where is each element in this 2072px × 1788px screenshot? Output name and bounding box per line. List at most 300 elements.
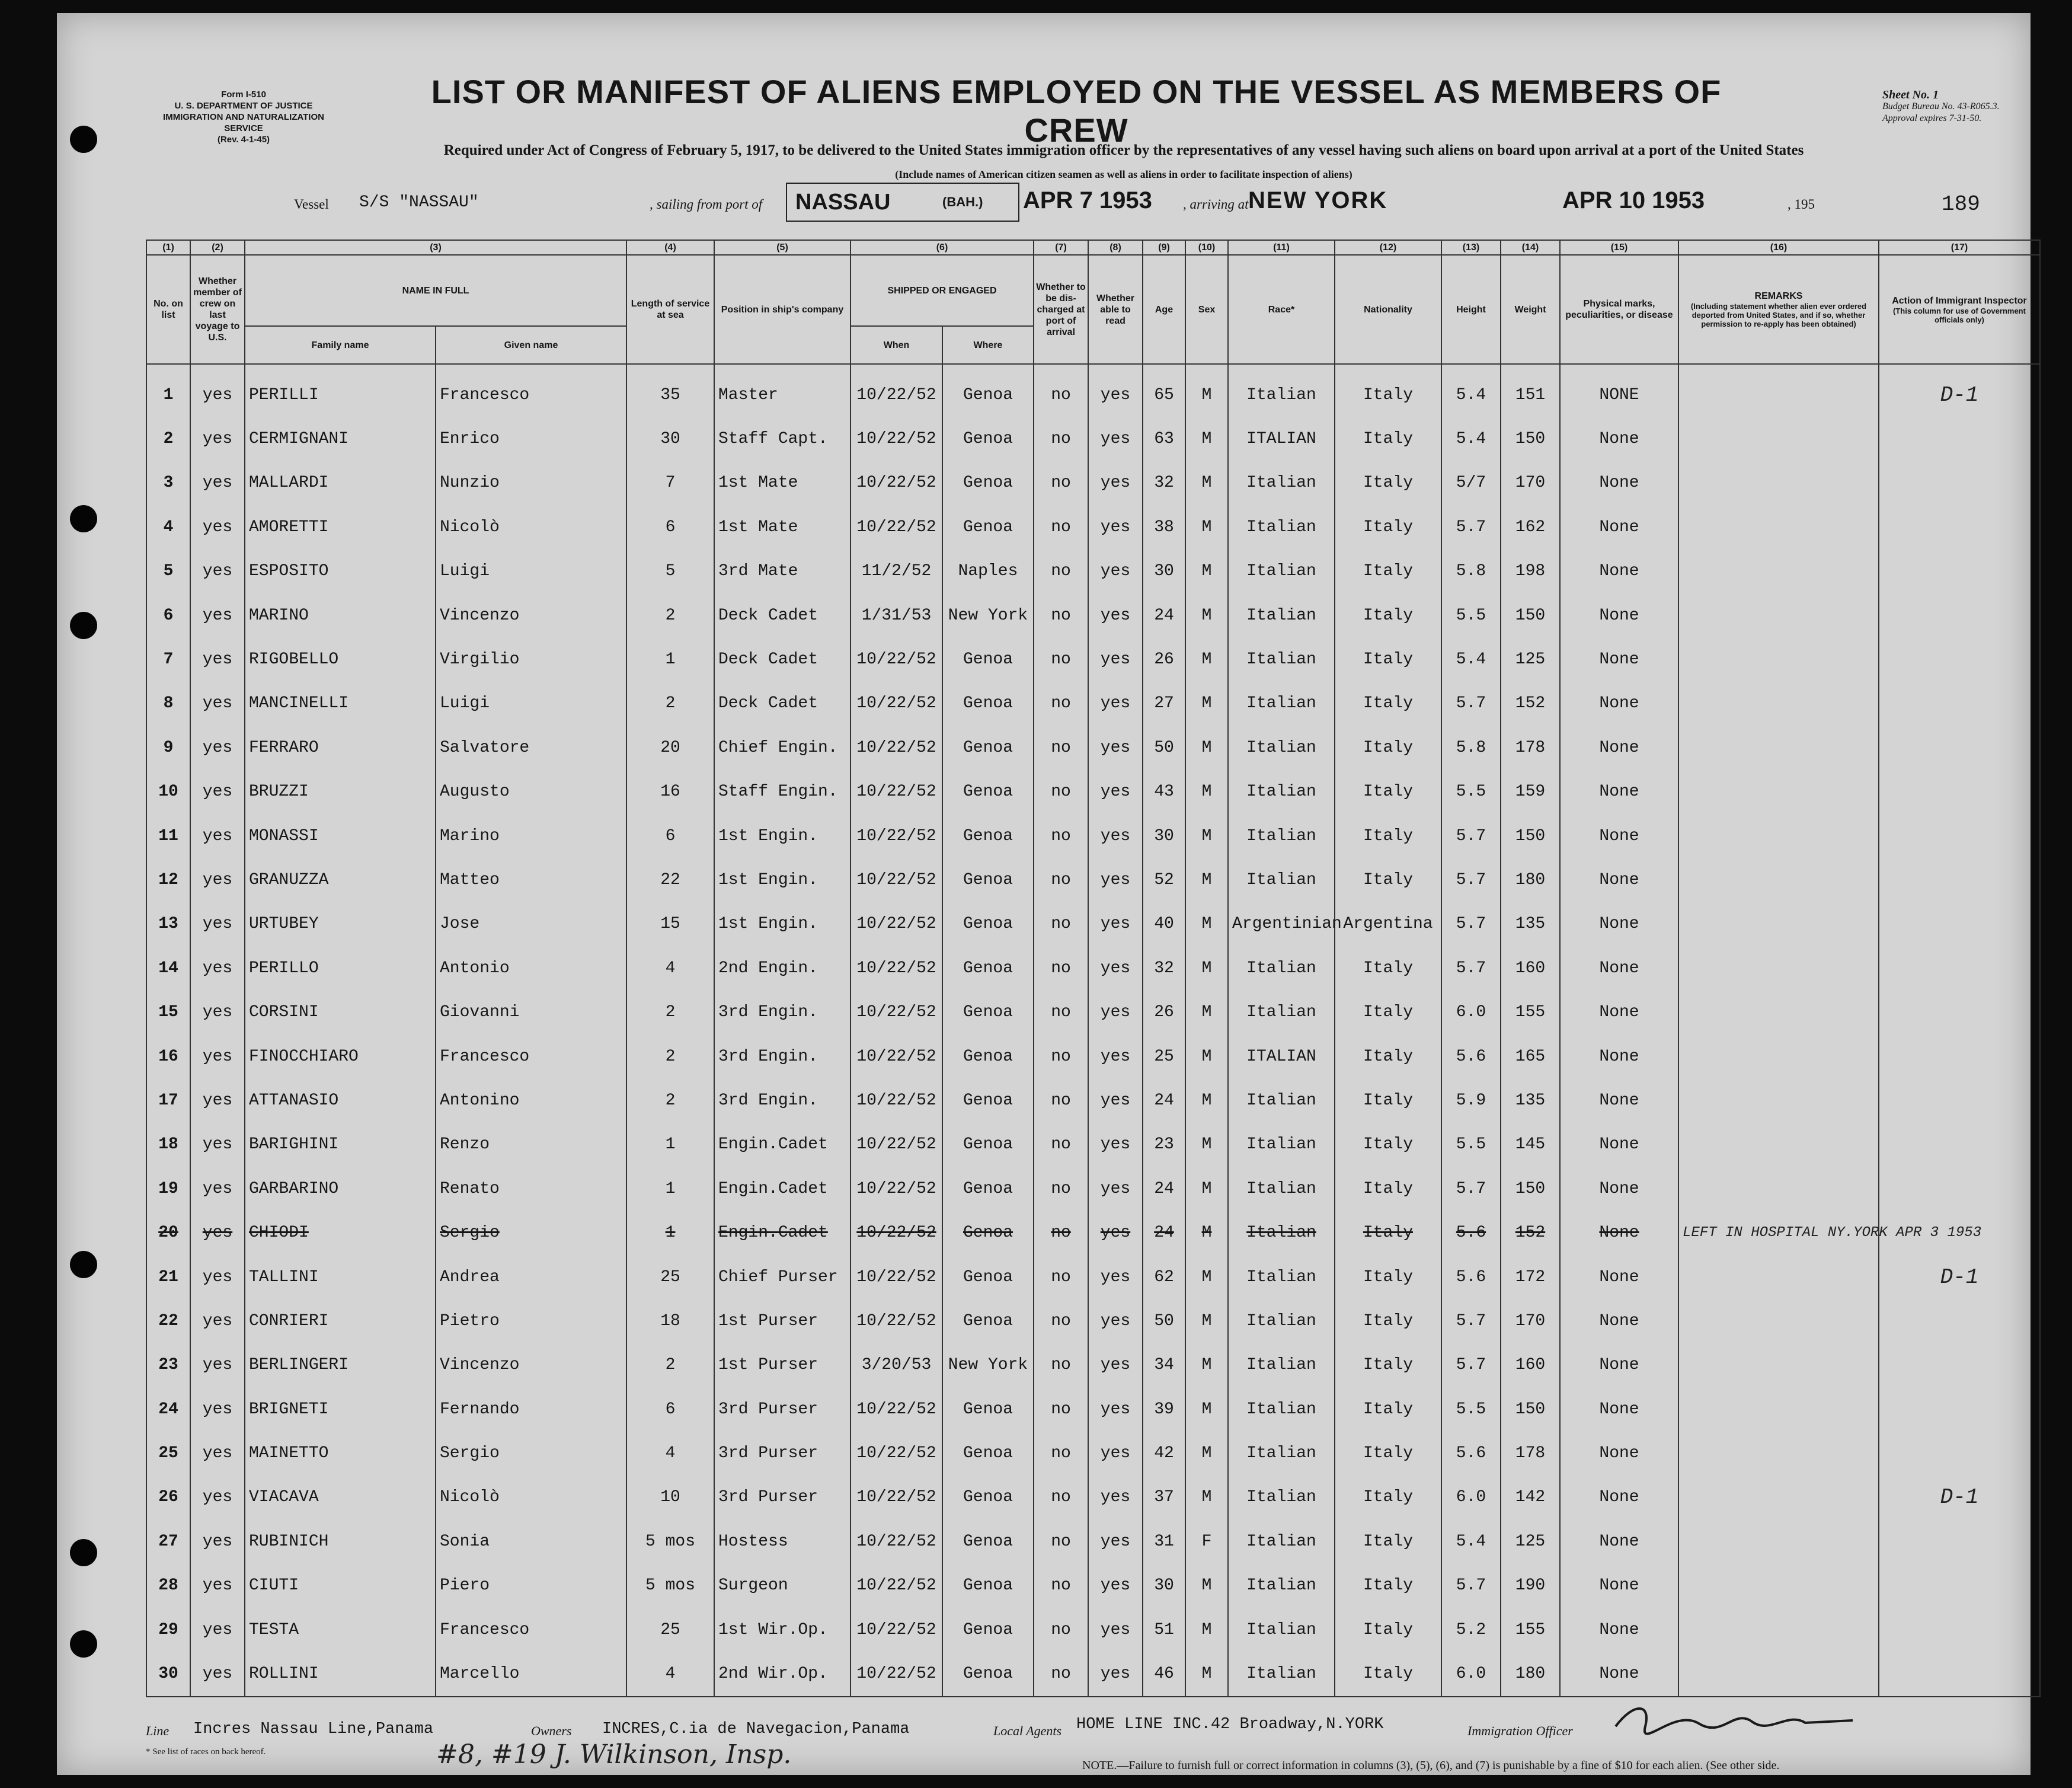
race: ITALIAN — [1228, 417, 1335, 461]
shipped-where: Genoa — [942, 858, 1034, 902]
service-length: 2 — [626, 593, 714, 637]
row-number: 21 — [146, 1255, 190, 1299]
colnum-7: (7) — [1034, 240, 1088, 255]
discharged: no — [1034, 593, 1088, 637]
inspector-action — [1879, 1564, 2040, 1608]
race: Italian — [1228, 682, 1335, 726]
row-number: 27 — [146, 1519, 190, 1563]
physical-marks: None — [1560, 1211, 1678, 1254]
sex: M — [1185, 1652, 1228, 1696]
nationality: Italy — [1335, 682, 1441, 726]
member-flag: yes — [190, 1387, 245, 1431]
inspector-action — [1879, 1035, 2040, 1078]
shipped-where: Genoa — [942, 1431, 1034, 1475]
nationality: Italy — [1335, 1211, 1441, 1254]
family-name: PERILLO — [245, 946, 436, 990]
family-name: FINOCCHIARO — [245, 1035, 436, 1078]
inspector-action — [1879, 682, 2040, 726]
physical-marks: None — [1560, 1431, 1678, 1475]
race: Italian — [1228, 1299, 1335, 1343]
shipped-when: 10/22/52 — [850, 637, 942, 681]
able-to-read: yes — [1088, 505, 1143, 549]
shipped-when: 11/2/52 — [850, 550, 942, 593]
colnum-8: (8) — [1088, 240, 1143, 255]
crew-row — [146, 1123, 2040, 1167]
service-length: 1 — [626, 1211, 714, 1254]
height: 5.7 — [1441, 902, 1501, 946]
nationality: Italy — [1335, 990, 1441, 1034]
age: 46 — [1143, 1652, 1185, 1696]
given-name: Renzo — [436, 1123, 626, 1167]
remarks — [1678, 946, 1879, 990]
sex: M — [1185, 1476, 1228, 1519]
punch-hole — [70, 1630, 97, 1658]
able-to-read: yes — [1088, 1608, 1143, 1652]
nationality: Italy — [1335, 550, 1441, 593]
height: 5.7 — [1441, 682, 1501, 726]
remarks — [1678, 550, 1879, 593]
shipped-where: Genoa — [942, 1078, 1034, 1122]
given-name: Francesco — [436, 1035, 626, 1078]
weight: 178 — [1501, 1431, 1560, 1475]
discharged: no — [1034, 726, 1088, 770]
physical-marks: None — [1560, 1519, 1678, 1563]
physical-marks: None — [1560, 1564, 1678, 1608]
crew-row — [146, 461, 2040, 505]
able-to-read: yes — [1088, 1343, 1143, 1387]
height: 5.5 — [1441, 593, 1501, 637]
header-member: Whether member of crew on last voyage to U.S. — [190, 255, 245, 364]
physical-marks: None — [1560, 1608, 1678, 1652]
service-length: 2 — [626, 1035, 714, 1078]
race: Italian — [1228, 858, 1335, 902]
age: 32 — [1143, 461, 1185, 505]
discharged: no — [1034, 373, 1088, 417]
sex: M — [1185, 1255, 1228, 1299]
nationality: Italy — [1335, 1255, 1441, 1299]
weight: 150 — [1501, 417, 1560, 461]
height: 5.5 — [1441, 1387, 1501, 1431]
member-flag: yes — [190, 1431, 245, 1475]
family-name: TALLINI — [245, 1255, 436, 1299]
age: 42 — [1143, 1431, 1185, 1475]
crew-row — [146, 1343, 2040, 1387]
sheet-info — [1882, 89, 2060, 124]
family-name: CHIODI — [245, 1211, 436, 1254]
height: 5.4 — [1441, 417, 1501, 461]
colnum-10: (10) — [1185, 240, 1228, 255]
able-to-read: yes — [1088, 1299, 1143, 1343]
nationality: Italy — [1335, 1608, 1441, 1652]
crew-row — [146, 1608, 2040, 1652]
physical-marks: None — [1560, 902, 1678, 946]
weight: 145 — [1501, 1123, 1560, 1167]
position: 1st Purser — [714, 1299, 850, 1343]
colnum-11: (11) — [1228, 240, 1335, 255]
inspector-action — [1879, 1343, 2040, 1387]
position: 1st Mate — [714, 461, 850, 505]
sex: M — [1185, 461, 1228, 505]
given-name: Salvatore — [436, 726, 626, 770]
header-given: Given name — [436, 326, 626, 364]
weight: 155 — [1501, 1608, 1560, 1652]
member-flag: yes — [190, 946, 245, 990]
service-length: 25 — [626, 1255, 714, 1299]
shipped-when: 3/20/53 — [850, 1343, 942, 1387]
remarks — [1678, 1652, 1879, 1696]
service-length: 6 — [626, 505, 714, 549]
arrival-date: APR 10 1953 — [1562, 187, 1705, 213]
able-to-read: yes — [1088, 682, 1143, 726]
height: 5.7 — [1441, 858, 1501, 902]
member-flag: yes — [190, 1564, 245, 1608]
remarks — [1678, 902, 1879, 946]
punch-hole — [70, 1539, 97, 1566]
remarks — [1678, 1343, 1879, 1387]
discharged: no — [1034, 682, 1088, 726]
height: 5.7 — [1441, 1343, 1501, 1387]
given-name: Marino — [436, 814, 626, 858]
member-flag: yes — [190, 902, 245, 946]
discharged: no — [1034, 505, 1088, 549]
discharged: no — [1034, 637, 1088, 681]
able-to-read: yes — [1088, 637, 1143, 681]
given-name: Vincenzo — [436, 593, 626, 637]
age: 40 — [1143, 902, 1185, 946]
nationality: Italy — [1335, 1652, 1441, 1696]
physical-marks: None — [1560, 1476, 1678, 1519]
race: Italian — [1228, 726, 1335, 770]
race: Italian — [1228, 814, 1335, 858]
sex: M — [1185, 1211, 1228, 1254]
port-from-suffix: (BAH.) — [942, 194, 983, 209]
weight: 165 — [1501, 1035, 1560, 1078]
remarks — [1678, 637, 1879, 681]
able-to-read: yes — [1088, 1255, 1143, 1299]
discharged: no — [1034, 1123, 1088, 1167]
discharged: no — [1034, 814, 1088, 858]
service-length: 15 — [626, 902, 714, 946]
age: 31 — [1143, 1519, 1185, 1563]
discharged: no — [1034, 902, 1088, 946]
crew-row — [146, 593, 2040, 637]
height: 5.7 — [1441, 814, 1501, 858]
header-weight: Weight — [1501, 255, 1560, 364]
row-number: 26 — [146, 1476, 190, 1519]
nationality: Italy — [1335, 1167, 1441, 1211]
race: Italian — [1228, 946, 1335, 990]
agents-value: HOME LINE INC.42 Broadway,N.YORK — [1076, 1716, 1384, 1733]
member-flag: yes — [190, 1078, 245, 1122]
weight: 152 — [1501, 682, 1560, 726]
height: 5.6 — [1441, 1431, 1501, 1475]
sex: M — [1185, 1035, 1228, 1078]
physical-marks: None — [1560, 1652, 1678, 1696]
position: Deck Cadet — [714, 593, 850, 637]
age: 38 — [1143, 505, 1185, 549]
remarks — [1678, 1078, 1879, 1122]
able-to-read: yes — [1088, 593, 1143, 637]
position: 3rd Engin. — [714, 1035, 850, 1078]
form-service: IMMIGRATION AND NATURALIZATION SERVICE — [163, 112, 324, 133]
colnum-6: (6) — [850, 240, 1034, 255]
weight: 152 — [1501, 1211, 1560, 1254]
crew-row — [146, 858, 2040, 902]
crew-row — [146, 637, 2040, 681]
row-number: 5 — [146, 550, 190, 593]
weight: 142 — [1501, 1476, 1560, 1519]
remarks — [1678, 990, 1879, 1034]
physical-marks: None — [1560, 593, 1678, 637]
row-number: 3 — [146, 461, 190, 505]
able-to-read: yes — [1088, 461, 1143, 505]
shipped-when: 10/22/52 — [850, 814, 942, 858]
crew-row — [146, 373, 2040, 417]
row-number: 29 — [146, 1608, 190, 1652]
member-flag: yes — [190, 373, 245, 417]
family-name: MANCINELLI — [245, 682, 436, 726]
inspector-action — [1879, 637, 2040, 681]
race: Italian — [1228, 1652, 1335, 1696]
nationality: Italy — [1335, 461, 1441, 505]
row-number: 13 — [146, 902, 190, 946]
physical-marks: None — [1560, 1299, 1678, 1343]
given-name: Renato — [436, 1167, 626, 1211]
discharged: no — [1034, 858, 1088, 902]
required-statement: Required under Act of Congress of February 5, 1917, to be delivered to the United States immigration officer by the representatives of any vessel having such aliens on board upon arrival at a port of the United States — [443, 142, 1804, 158]
shipped-when: 10/22/52 — [850, 1035, 942, 1078]
header-discharged: Whether to be dis- charged at port of arrival — [1034, 255, 1088, 364]
shipped-where: Genoa — [942, 1211, 1034, 1254]
height: 5.2 — [1441, 1608, 1501, 1652]
discharged: no — [1034, 1652, 1088, 1696]
officer-signature — [1610, 1697, 1859, 1738]
nationality: Italy — [1335, 814, 1441, 858]
service-length: 5 — [626, 550, 714, 593]
family-name: MONASSI — [245, 814, 436, 858]
service-length: 22 — [626, 858, 714, 902]
position: 2nd Engin. — [714, 946, 850, 990]
physical-marks: None — [1560, 858, 1678, 902]
row-number: 20 — [146, 1211, 190, 1254]
able-to-read: yes — [1088, 550, 1143, 593]
crew-row — [146, 990, 2040, 1034]
physical-marks: None — [1560, 1343, 1678, 1387]
weight: 125 — [1501, 637, 1560, 681]
header-row-top — [146, 255, 2040, 326]
nationality: Italy — [1335, 1078, 1441, 1122]
member-flag: yes — [190, 1123, 245, 1167]
header-height: Height — [1441, 255, 1501, 364]
shipped-where: Genoa — [942, 902, 1034, 946]
row-number: 28 — [146, 1564, 190, 1608]
manifest-sheet — [57, 13, 2031, 1775]
header-age: Age — [1143, 255, 1185, 364]
family-name: MALLARDI — [245, 461, 436, 505]
position: 1st Engin. — [714, 814, 850, 858]
given-name: Nicolò — [436, 505, 626, 549]
given-name: Marcello — [436, 1652, 626, 1696]
sex: M — [1185, 902, 1228, 946]
discharged: no — [1034, 1035, 1088, 1078]
shipped-when: 10/22/52 — [850, 417, 942, 461]
nationality: Italy — [1335, 1431, 1441, 1475]
family-name: VIACAVA — [245, 1476, 436, 1519]
sex: M — [1185, 682, 1228, 726]
header-physical: Physical marks, peculiarities, or disease — [1560, 255, 1678, 364]
member-flag: yes — [190, 1211, 245, 1254]
header-action-sub: (This column for use of Government officials only) — [1893, 306, 2026, 324]
able-to-read: yes — [1088, 1035, 1143, 1078]
family-name: GARBARINO — [245, 1167, 436, 1211]
discharged: no — [1034, 1211, 1088, 1254]
age: 25 — [1143, 1035, 1185, 1078]
race: Argentinian — [1228, 902, 1335, 946]
able-to-read: yes — [1088, 1167, 1143, 1211]
discharged: no — [1034, 461, 1088, 505]
nationality: Italy — [1335, 1035, 1441, 1078]
position: Chief Purser — [714, 1255, 850, 1299]
weight: 125 — [1501, 1519, 1560, 1563]
weight: 190 — [1501, 1564, 1560, 1608]
shipped-when: 10/22/52 — [850, 902, 942, 946]
race: Italian — [1228, 550, 1335, 593]
nationality: Italy — [1335, 505, 1441, 549]
shipped-when: 10/22/52 — [850, 1519, 942, 1563]
age: 24 — [1143, 593, 1185, 637]
member-flag: yes — [190, 461, 245, 505]
position: Staff Engin. — [714, 770, 850, 814]
weight: 180 — [1501, 858, 1560, 902]
shipped-when: 10/22/52 — [850, 1123, 942, 1167]
service-length: 1 — [626, 1123, 714, 1167]
height: 5.6 — [1441, 1035, 1501, 1078]
crew-row — [146, 1211, 2040, 1254]
shipped-where: Genoa — [942, 373, 1034, 417]
able-to-read: yes — [1088, 417, 1143, 461]
header-remarks-title: REMARKS — [1754, 291, 1803, 301]
column-number-row — [146, 240, 2040, 255]
header-no: No. on list — [146, 255, 190, 364]
header-shipped: SHIPPED OR ENGAGED — [850, 255, 1034, 326]
family-name: GRANUZZA — [245, 858, 436, 902]
nationality: Italy — [1335, 1476, 1441, 1519]
nationality: Italy — [1335, 726, 1441, 770]
position: Engin.Cadet — [714, 1123, 850, 1167]
member-flag: yes — [190, 1167, 245, 1211]
service-length: 2 — [626, 990, 714, 1034]
shipped-when: 10/22/52 — [850, 1299, 942, 1343]
given-name: Virgilio — [436, 637, 626, 681]
physical-marks: None — [1560, 505, 1678, 549]
header-family: Family name — [245, 326, 436, 364]
row-number: 8 — [146, 682, 190, 726]
remarks — [1678, 593, 1879, 637]
row-number: 16 — [146, 1035, 190, 1078]
given-name: Matteo — [436, 858, 626, 902]
shipped-where: Genoa — [942, 1519, 1034, 1563]
given-name: Antonio — [436, 946, 626, 990]
shipped-where: Genoa — [942, 1035, 1034, 1078]
crew-row — [146, 1255, 2040, 1299]
inspector-action — [1879, 550, 2040, 593]
remarks — [1678, 461, 1879, 505]
inspector-action — [1879, 1299, 2040, 1343]
height: 5.4 — [1441, 1519, 1501, 1563]
given-name: Andrea — [436, 1255, 626, 1299]
race: Italian — [1228, 1476, 1335, 1519]
inspector-action — [1879, 593, 2040, 637]
service-length: 5 mos — [626, 1564, 714, 1608]
race: Italian — [1228, 637, 1335, 681]
colnum-13: (13) — [1441, 240, 1501, 255]
remarks — [1678, 682, 1879, 726]
sex: M — [1185, 1167, 1228, 1211]
crew-row — [146, 1078, 2040, 1122]
sex: M — [1185, 990, 1228, 1034]
inspector-action — [1879, 505, 2040, 549]
inspector-action — [1879, 1123, 2040, 1167]
colnum-16: (16) — [1678, 240, 1879, 255]
height: 5.4 — [1441, 373, 1501, 417]
service-length: 5 mos — [626, 1519, 714, 1563]
service-length: 30 — [626, 417, 714, 461]
remarks — [1678, 1564, 1879, 1608]
physical-marks: None — [1560, 1255, 1678, 1299]
able-to-read: yes — [1088, 858, 1143, 902]
age: 63 — [1143, 417, 1185, 461]
age: 26 — [1143, 990, 1185, 1034]
discharged: no — [1034, 1431, 1088, 1475]
handwritten-note: #8, #19 J. Wilkinson, Insp. — [436, 1739, 792, 1770]
physical-marks: None — [1560, 461, 1678, 505]
nationality: Italy — [1335, 637, 1441, 681]
crew-row — [146, 550, 2040, 593]
shipped-when: 10/22/52 — [850, 1608, 942, 1652]
height: 5.5 — [1441, 770, 1501, 814]
row-number: 4 — [146, 505, 190, 549]
row-number: 19 — [146, 1167, 190, 1211]
header-action — [1879, 255, 2040, 364]
age: 37 — [1143, 1476, 1185, 1519]
able-to-read: yes — [1088, 1123, 1143, 1167]
age: 30 — [1143, 550, 1185, 593]
header-when: When — [850, 326, 942, 364]
remarks — [1678, 1476, 1879, 1519]
member-flag: yes — [190, 1343, 245, 1387]
service-length: 4 — [626, 1652, 714, 1696]
weight: 178 — [1501, 726, 1560, 770]
crew-row — [146, 1299, 2040, 1343]
shipped-where: Genoa — [942, 946, 1034, 990]
weight: 135 — [1501, 902, 1560, 946]
race: Italian — [1228, 1078, 1335, 1122]
discharged: no — [1034, 770, 1088, 814]
physical-marks: None — [1560, 417, 1678, 461]
height: 5.7 — [1441, 505, 1501, 549]
row-number: 24 — [146, 1387, 190, 1431]
inspector-action — [1879, 1167, 2040, 1211]
weight: 159 — [1501, 770, 1560, 814]
nationality: Italy — [1335, 417, 1441, 461]
position: Surgeon — [714, 1564, 850, 1608]
officer-label: Immigration Officer — [1467, 1723, 1573, 1738]
shipped-where: Genoa — [942, 1476, 1034, 1519]
family-name: MAINETTO — [245, 1431, 436, 1475]
row-number: 12 — [146, 858, 190, 902]
family-name: FERRARO — [245, 726, 436, 770]
sailing-label: , sailing from port of — [650, 197, 763, 212]
